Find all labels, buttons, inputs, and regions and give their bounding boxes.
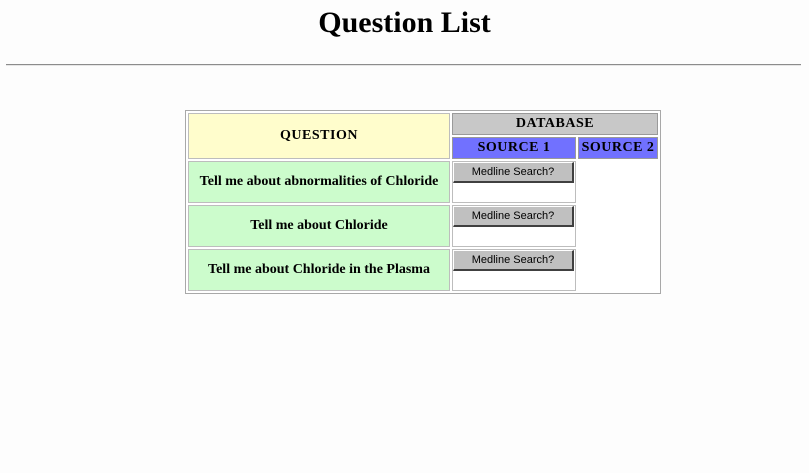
source-2-cell [578,161,658,203]
table-row [188,205,658,247]
table-row [188,161,658,203]
question-cell: Tell me about Chloride [188,205,450,247]
question-column-header: QUESTION [188,113,450,159]
source-2-cell [578,205,658,247]
database-column-header: DATABASE [452,113,658,135]
page-title: Question List [318,6,491,39]
medline-search-button[interactable]: Medline Search? [453,162,574,183]
source-1-cell [452,205,576,247]
medline-search-button[interactable]: Medline Search? [453,250,574,271]
source-1-cell [452,249,576,291]
source-2-header: SOURCE 2 [578,137,658,159]
source-1-header: SOURCE 1 [452,137,576,159]
question-cell: Tell me about Chloride in the Plasma [188,249,450,291]
medline-search-button[interactable]: Medline Search? [453,206,574,227]
table-row [188,249,658,291]
horizontal-rule [6,64,801,66]
question-cell: Tell me about abnormalities of Chloride [188,161,450,203]
source-1-cell [452,161,576,203]
question-table [185,110,661,294]
source-2-cell [578,249,658,291]
